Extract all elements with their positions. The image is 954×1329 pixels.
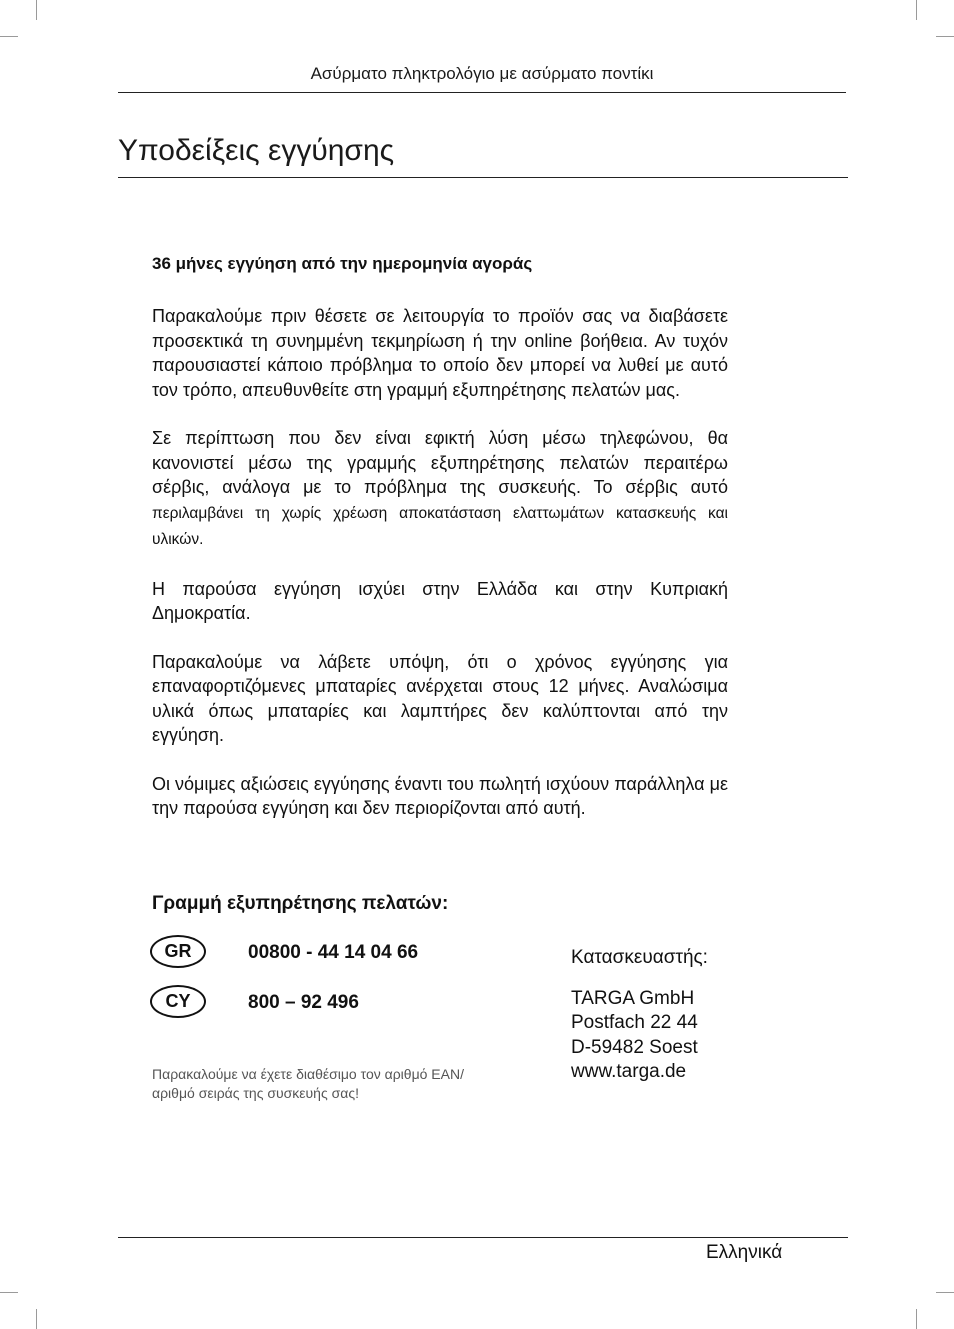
running-header: Ασύρματο πληκτρολόγιο με ασύρματο ποντίκι xyxy=(310,64,654,83)
crop-mark xyxy=(916,0,917,20)
warranty-paragraph: Οι νόμιμες αξιώσεις εγγύησης έναντι του πωλητή ισχύουν παράλληλα με την παρούσα εγγύηση και δεν περιορίζονται από αυτή. xyxy=(152,773,728,818)
footer-rule xyxy=(118,1237,848,1238)
crop-mark xyxy=(36,0,37,20)
paragraph-text: Σε περίπτωση που δεν είναι εφικτή λύση μέσω τηλεφώνου, θα κανονιστεί μέσω της γραμμής εξυπηρέτησης πελατών περαιτέρω σέρβις, ανάλογα με το πρόβλημα της συσκευής. Το σέρβις αυτό xyxy=(152,428,728,497)
warranty-paragraph: Παρακαλούμε να λάβετε υπόψη, ότι ο χρόνος εγγύησης για επαναφορτιζόμενες μπαταρίες ανέρχεται στους 12 μήνες. Αναλώσιμα υλικά όπως μπαταρίες και λαμπτήρες δεν καλύπτονται από την εγγύηση. xyxy=(152,651,728,745)
country-badge: CY xyxy=(150,985,206,1018)
header-rule xyxy=(118,92,846,93)
ean-note: Παρακαλούμε να έχετε διαθέσιμο τον αριθμό EAN/ αριθμό σειράς της συσκευής σας! xyxy=(152,1066,464,1101)
manufacturer-name: TARGA GmbH xyxy=(571,987,695,1009)
country-badge: GR xyxy=(150,935,206,968)
crop-mark xyxy=(0,1292,18,1293)
page-title: Υποδείξεις εγγύησης xyxy=(118,134,395,167)
manufacturer-block xyxy=(571,946,708,1085)
country-row-cy xyxy=(150,985,206,1018)
title-rule xyxy=(118,177,848,178)
warranty-content xyxy=(152,254,728,845)
footer-language: Ελληνικά xyxy=(706,1242,783,1263)
warranty-paragraph xyxy=(152,426,728,553)
warranty-paragraph: Η παρούσα εγγύηση ισχύει στην Ελλάδα και στην Κυπριακή Δημοκρατία. xyxy=(152,578,728,623)
manufacturer-website: www.targa.de xyxy=(571,1061,687,1082)
paragraph-small-text: περιλαμβάνει τη χωρίς χρέωση αποκατάσταση ελαττωμάτων κατασκευής και υλικών. xyxy=(152,504,728,548)
crop-mark xyxy=(0,36,18,37)
hotline-title: Γραμμή εξυπηρέτησης πελατών: xyxy=(152,893,449,914)
crop-mark xyxy=(36,1309,37,1329)
manufacturer-city: D-59482 Soest xyxy=(571,1036,698,1058)
crop-mark xyxy=(936,36,954,37)
manufacturer-po-box: Postfach 22 44 xyxy=(571,1012,698,1033)
warranty-subheading: 36 μήνες εγγύηση από την ημερομηνία αγοράς xyxy=(152,254,533,273)
phone-number: 800 – 92 496 xyxy=(248,992,359,1013)
crop-mark xyxy=(936,1292,954,1293)
crop-mark xyxy=(916,1309,917,1329)
country-row-gr xyxy=(150,935,206,968)
warranty-paragraph: Παρακαλούμε πριν θέσετε σε λειτουργία το προϊόν σας να διαβάσετε προσεκτικά τη συνημμένη τεκμηρίωση ή την online βοήθεια. Αν τυχόν παρουσιαστεί κάποιο πρόβλημα το οποίο δεν μπορεί να λυθεί με αυτό τον τρόπο, απευθυνθείτε στη γραμμή εξυπηρέτησης πελατών μας. xyxy=(152,306,728,400)
phone-number: 00800 - 44 14 04 66 xyxy=(248,942,419,963)
manufacturer-label: Κατασκευαστής: xyxy=(571,947,708,968)
